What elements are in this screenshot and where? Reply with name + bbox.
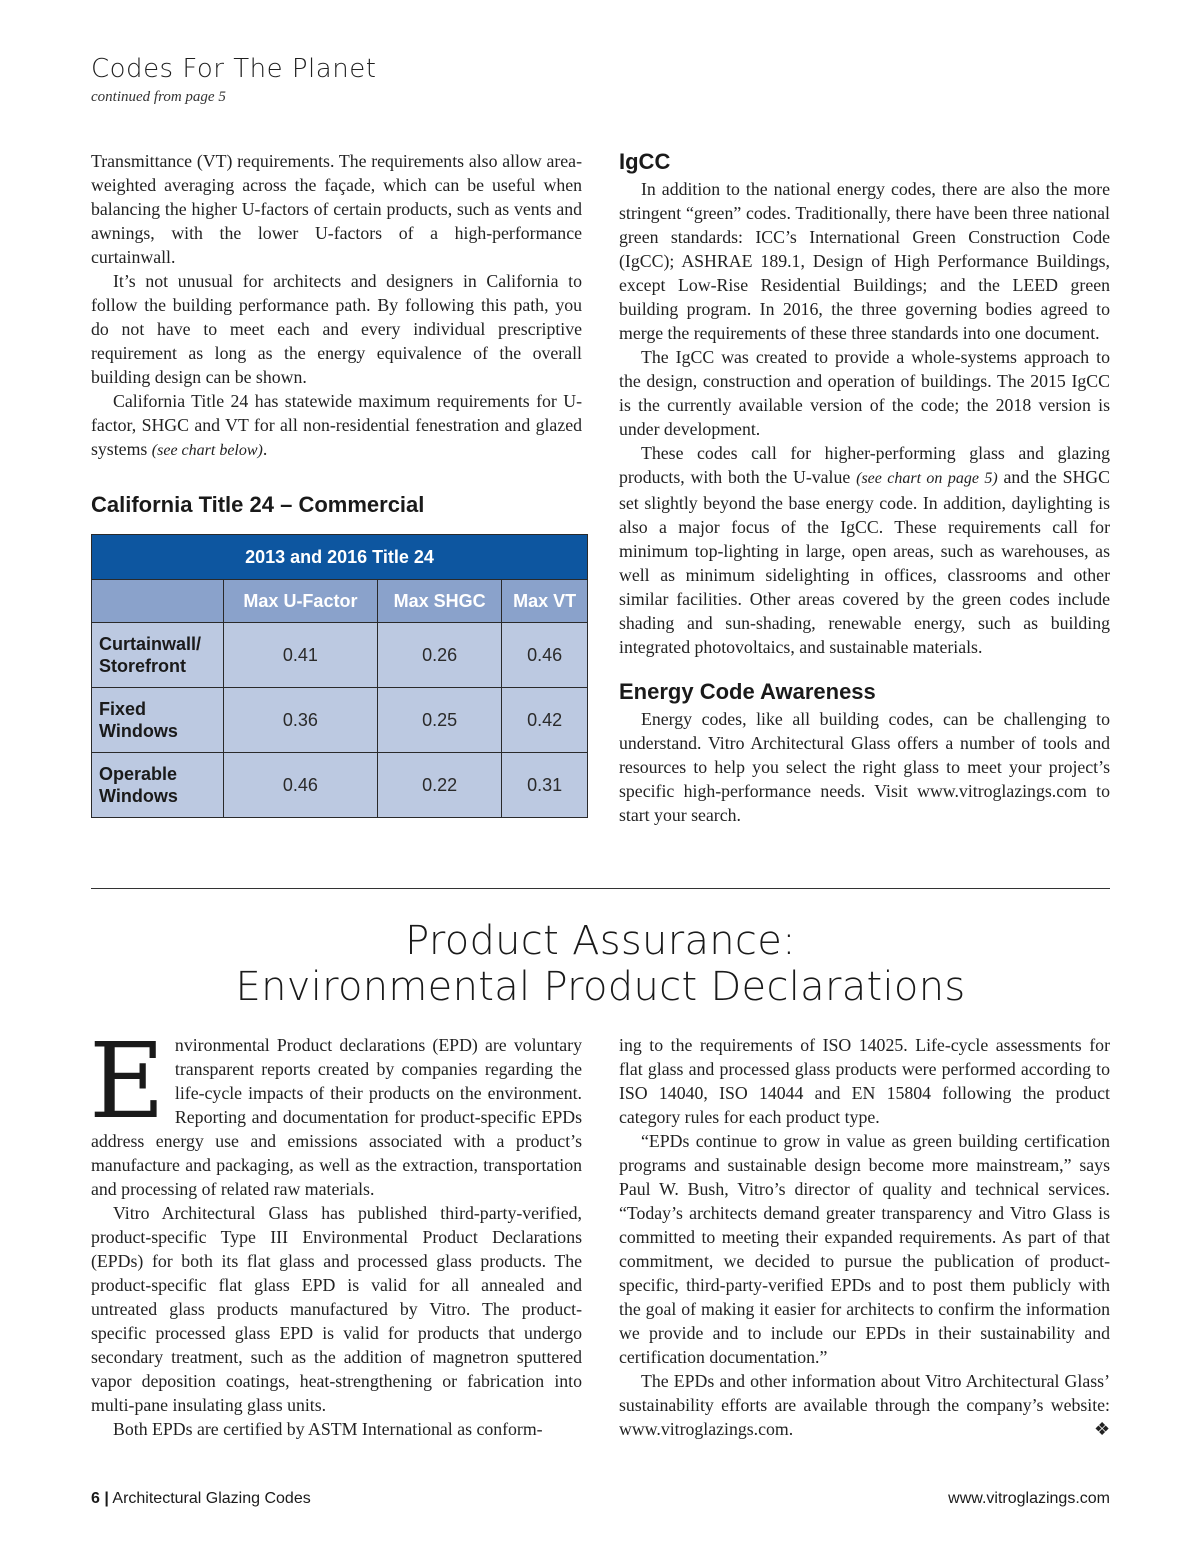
footer-website-link[interactable]: www.vitroglazings.com bbox=[948, 1490, 1110, 1507]
paragraph: Energy codes, like all building codes, can be challenging to understand. Vitro Architectural Glass offers a number of tools and resources to help you select the right glass to meet your project’s specific high-performance needs. Visit www.vitroglazings.com to start your search. bbox=[619, 709, 1110, 825]
title24-table bbox=[91, 534, 588, 818]
publication-name: Architectural Glazing Codes bbox=[112, 1490, 311, 1507]
cell-u-factor: 0.46 bbox=[224, 753, 378, 818]
cell-vt: 0.31 bbox=[502, 753, 588, 818]
footer-left bbox=[91, 1490, 311, 1508]
paragraph bbox=[619, 1369, 1110, 1441]
header-max-u-factor: Max U-Factor bbox=[224, 580, 378, 623]
paragraph-text: California Title 24 has statewide maximum requirements for U-factor, SHGC and VT for all non-residential fenestration and glazed systems bbox=[91, 391, 582, 459]
paragraph: The IgCC was created to provide a whole-systems approach to the design, construction and operation of buildings. The 2015 IgCC is the currently available version of the code; the 2018 version is under development. bbox=[619, 347, 1110, 439]
end-mark-icon: ❖ bbox=[1094, 1419, 1110, 1439]
paragraph-text: The EPDs and other information about Vitro Architectural Glass’ sustainability efforts are available through the company’s website: www.vitroglazings.com. bbox=[619, 1371, 1110, 1439]
paragraph-text: nvironmental Product declarations (EPD) are voluntary transparent reports created by companies regarding the life-cycle impacts of their products on the environment. Reporting and documentation for product-specific EPDs address energy use and emissions associated with a product’s manufacture and packaging, as well as the extraction, transportation and processing of related raw materials. bbox=[91, 1035, 582, 1199]
table-row bbox=[92, 623, 588, 688]
row-label: Fixed Windows bbox=[92, 688, 224, 753]
paragraph: “EPDs continue to grow in value as green building certification programs and sustainable design become more mainstream,” says Paul W. Bush, Vitro’s director of quality and technical services. “Today’s architects demand greater transparency and Vitro Glass is committed to meeting their expanded requirements. As part of that commitment, we decided to pursue the publication of product-specific, third-party-verified EPDs and to post them publicly with the goal of making it easier for architects to confirm the information we provide and to include our EPDs in their sustainability and certification documentation.” bbox=[619, 1131, 1110, 1367]
paragraph bbox=[89, 1020, 582, 1201]
continued-note: continued from page 5 bbox=[91, 89, 226, 105]
article-title bbox=[91, 918, 1110, 1010]
header-max-shgc: Max SHGC bbox=[377, 580, 501, 623]
cell-shgc: 0.22 bbox=[377, 753, 501, 818]
column-right-bottom bbox=[619, 1033, 1110, 1441]
cell-u-factor: 0.41 bbox=[224, 623, 378, 688]
paragraph: Transmittance (VT) requirements. The requirements also allow area-weighted averaging across the façade, which can be useful when balancing the higher U-factors of certain products, such as vents and awnings, with the lower U-factors of a high-performance curtainwall. bbox=[91, 151, 582, 267]
section-heading-energy-code-awareness: Energy Code Awareness bbox=[619, 679, 876, 704]
cell-shgc: 0.26 bbox=[377, 623, 501, 688]
section-heading-igcc: IgCC bbox=[619, 149, 671, 174]
header-max-vt: Max VT bbox=[502, 580, 588, 623]
paragraph bbox=[619, 441, 1110, 659]
paragraph-end: . bbox=[262, 439, 268, 459]
table-row bbox=[92, 753, 588, 818]
paragraph-text: These codes call for higher-performing glass and glazing products, with both the U-value bbox=[619, 443, 1110, 487]
cell-shgc: 0.25 bbox=[377, 688, 501, 753]
paragraph: ing to the requirements of ISO 14025. Life-cycle assessments for flat glass and processed glass products were performed according to ISO 14040, ISO 14044 and EN 15804 following the product category rules for each product type. bbox=[619, 1035, 1110, 1127]
paragraph: Both EPDs are certified by ASTM International as conform- bbox=[113, 1419, 543, 1439]
row-label: Curtainwall/ Storefront bbox=[92, 623, 224, 688]
column-left-bottom bbox=[89, 1020, 582, 1441]
paragraph: It’s not unusual for architects and designers in California to follow the building performance path. By following this path, you do not have to meet each and every individual prescriptive requirement as long as the energy equivalence of the overall building design can be shown. bbox=[91, 271, 582, 387]
drop-cap: E bbox=[89, 1020, 165, 1142]
chart-reference: (see chart below) bbox=[151, 442, 263, 459]
paragraph-text: and the SHGC set slightly beyond the base energy code. In addition, daylighting is also a major focus of the IgCC. These requirements call for minimum top-lighting in large, open areas, such as warehouses, as well as minimum sidelighting in offices, classrooms and other similar facilities. Other areas covered by the green codes include shading and sun-shading, renewable energy, such as building integrated photovoltaics, and sustainable materials. bbox=[619, 467, 1111, 657]
article-title-line2: Environmental Product Declarations bbox=[235, 964, 966, 1010]
paragraph: In addition to the national energy codes, there are also the more stringent “green” codes. Traditionally, there have been three national green standards: ICC’s International Green Construction Code (IgCC); ASHRAE 189.1, Design of High Performance Buildings, except Low-Rise Residential Buildings; and the LEED green building program. In 2016, the three governing bodies agreed to merge the requirements of these three standards into one document. bbox=[619, 179, 1110, 343]
page-number: 6 bbox=[91, 1490, 100, 1507]
column-left-top bbox=[91, 149, 582, 463]
article-title-line1: Product Assurance: bbox=[405, 918, 796, 964]
table-row bbox=[92, 688, 588, 753]
paragraph bbox=[91, 389, 582, 463]
footer-separator: | bbox=[104, 1490, 109, 1507]
cell-u-factor: 0.36 bbox=[224, 688, 378, 753]
cell-vt: 0.46 bbox=[502, 623, 588, 688]
row-label: Operable Windows bbox=[92, 753, 224, 818]
table-banner: 2013 and 2016 Title 24 bbox=[92, 535, 588, 580]
cell-vt: 0.42 bbox=[502, 688, 588, 753]
paragraph: Vitro Architectural Glass has published third-party-verified, product-specific Type III Environmental Product Declarations (EPDs) for both its flat glass and processed glass products. The product-specific flat glass EPD is valid for all annealed and untreated glass products manufactured by Vitro. The product-specific processed glass EPD is valid for products that undergo secondary treatment, such as the addition of magnetron sputtered vapor deposition coatings, heat-strengthening or fabrication into multi-pane insulating glass units. bbox=[91, 1203, 582, 1415]
table-title: California Title 24 – Commercial bbox=[91, 492, 425, 517]
page-header-title: Codes For The Planet bbox=[91, 54, 377, 84]
table-header-blank bbox=[92, 580, 224, 623]
column-right-top bbox=[619, 149, 1110, 827]
section-divider bbox=[91, 888, 1110, 889]
chart-reference: (see chart on page 5) bbox=[856, 470, 998, 487]
